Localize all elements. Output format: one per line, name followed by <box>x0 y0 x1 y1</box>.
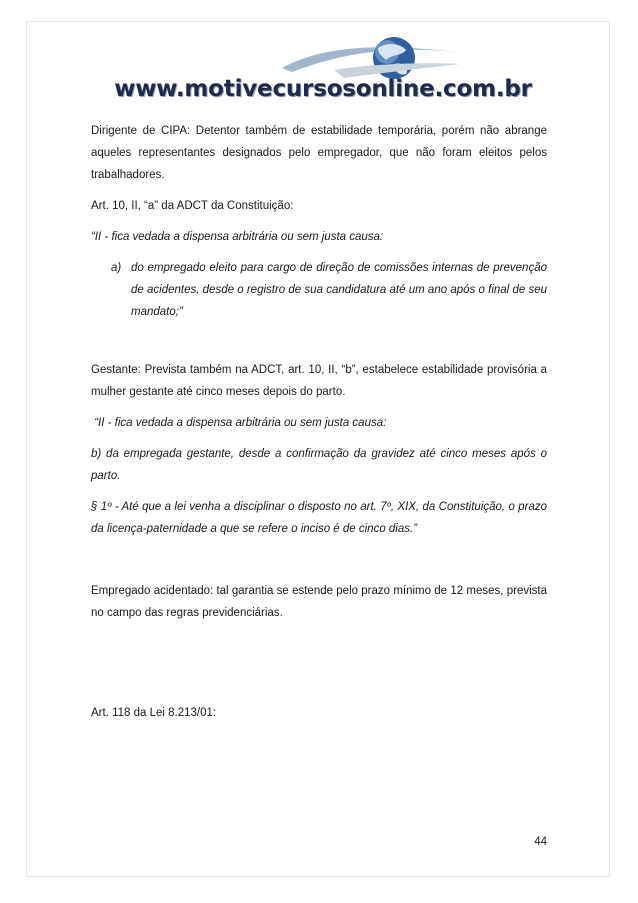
logo-text: www.motivecursosonline.com.br <box>114 76 532 102</box>
paragraph-gestante: Gestante: Prevista também na ADCT, art. 10, II, “b”, estabelece estabilidade provisória a mulher gestante até cinco meses depois do parto. <box>91 364 547 398</box>
list-marker: a) <box>111 262 122 274</box>
quote-line-1: “II - fica vedada a dispensa arbitrária ou sem justa causa: <box>91 231 384 243</box>
page-number: 44 <box>534 836 547 848</box>
paragraph-cipa: Dirigente de CIPA: Detentor também de estabilidade temporária, porém não abrange aqueles representantes designados pelo empregador, que não foram eleitos pelos trabalhadores. <box>91 125 547 181</box>
site-logo <box>92 34 554 106</box>
globe-swoosh-icon <box>274 34 464 82</box>
list-item-a <box>91 257 547 323</box>
list-item-text: do empregado eleito para cargo de direção de comissões internas de prevenção de acidentes, desde o registro de sua candidatura até um ano após o final de seu mandato;” <box>131 262 547 318</box>
document-body <box>91 120 547 724</box>
quote-line-2: “II - fica vedada a dispensa arbitrária ou sem justa causa: <box>91 417 387 429</box>
paragraph-art-118: Art. 118 da Lei 8.213/01: <box>91 707 217 719</box>
paragraph-section-1: § 1º - Até que a lei venha a disciplinar o disposto no art. 7º, XIX, da Constituição, o prazo da licença-paternidade a que se refere o inciso é de cinco dias.” <box>91 501 547 535</box>
paragraph-acidentado: Empregado acidentado: tal garantia se estende pelo prazo mínimo de 12 meses, prevista no campo das regras previdenciárias. <box>91 585 547 619</box>
paragraph-item-b: b) da empregada gestante, desde a confirmação da gravidez até cinco meses após o parto. <box>91 448 547 482</box>
paragraph-art-10-a: Art. 10, II, “a” da ADCT da Constituição: <box>91 200 294 212</box>
